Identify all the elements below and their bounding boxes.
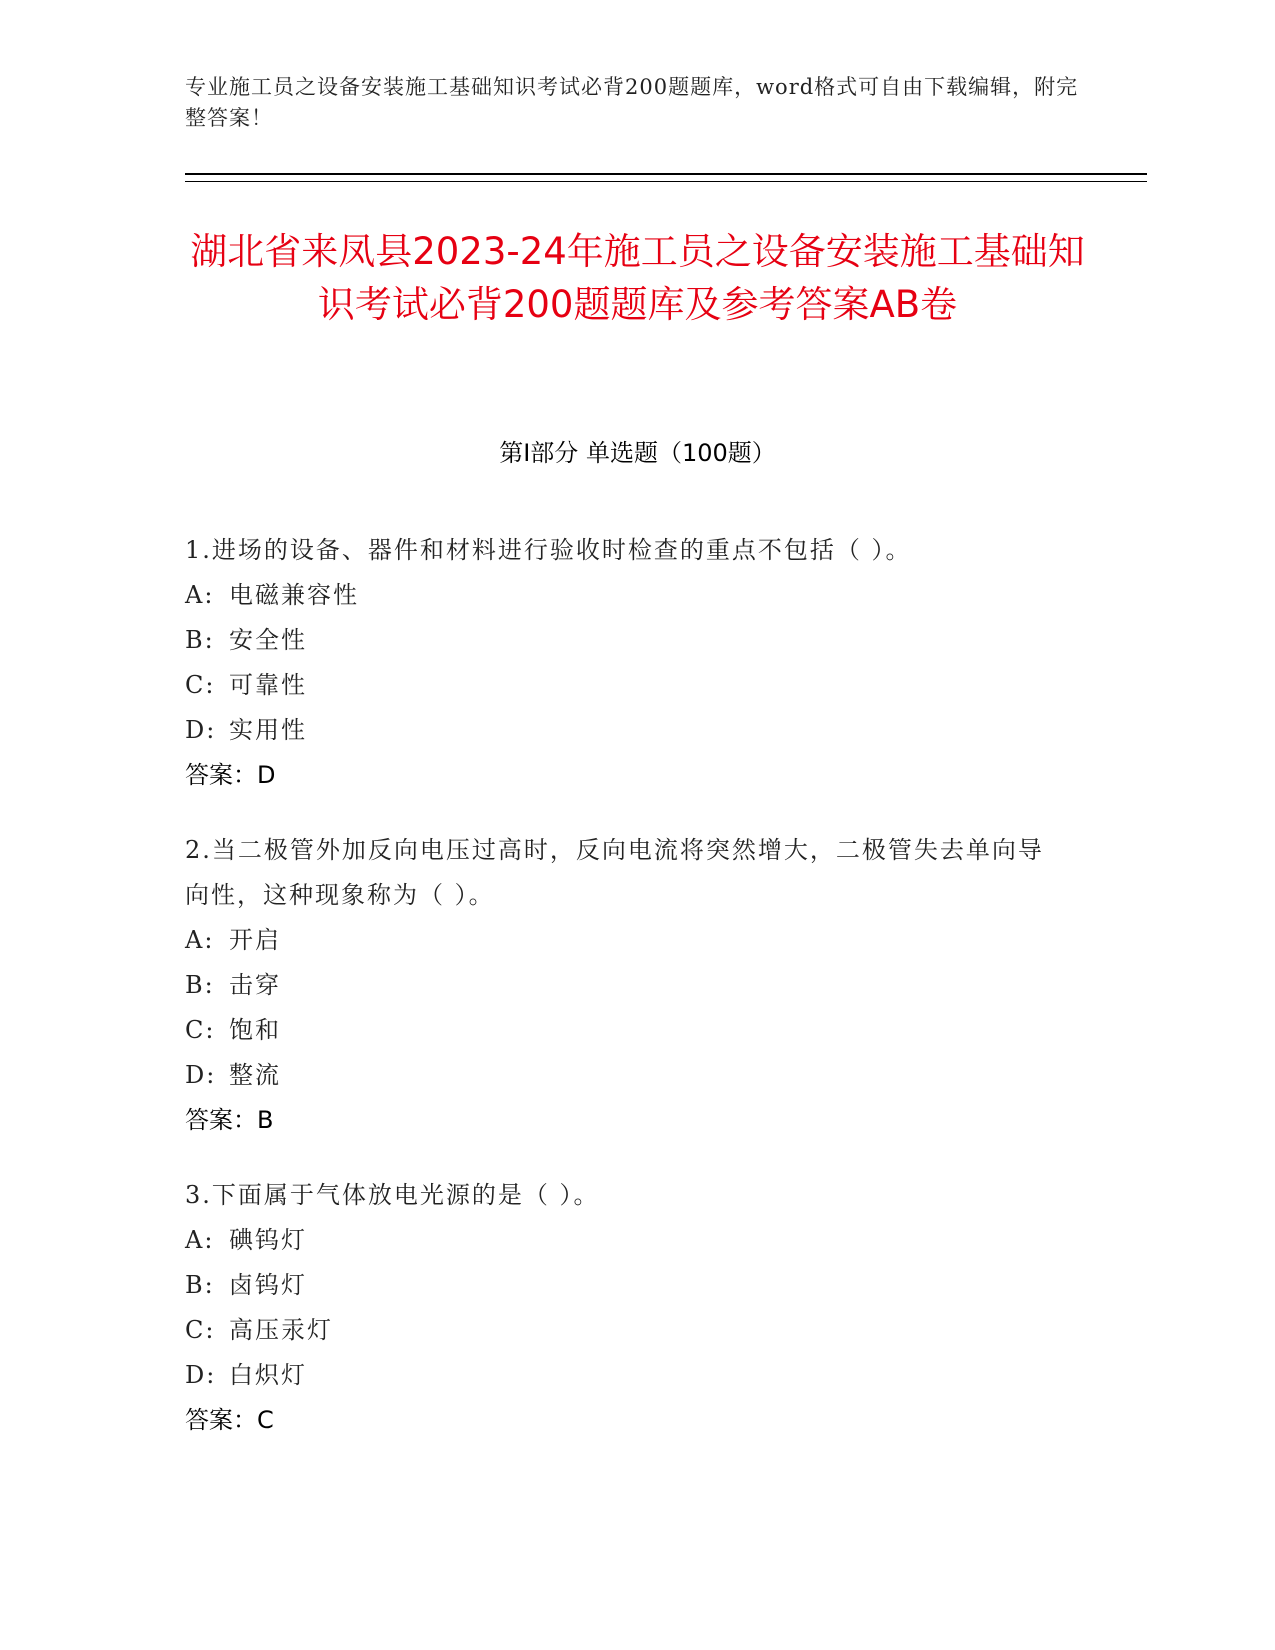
option-text: 碘钨灯	[229, 1226, 307, 1254]
option-text: 安全性	[229, 626, 307, 654]
option-text: 高压汞灯	[229, 1316, 333, 1344]
option-text: 可靠性	[229, 671, 307, 699]
option-letter: B:	[185, 971, 215, 999]
option-letter: D:	[185, 1061, 217, 1089]
question-stem: 1.进场的设备、器件和材料进行验收时检查的重点不包括（ ）。	[185, 536, 912, 564]
option-b	[185, 963, 1065, 1008]
option-text: 击穿	[229, 971, 281, 999]
option-text: 整流	[229, 1061, 281, 1089]
option-letter: C:	[185, 1316, 216, 1344]
option-letter: A:	[185, 926, 215, 954]
question-2	[185, 828, 1065, 1143]
header-note: 专业施工员之设备安装施工基础知识考试必背200题题库，word格式可自由下载编辑，附完整答案！	[185, 75, 1079, 130]
option-text: 卤钨灯	[229, 1271, 307, 1299]
option-b	[185, 618, 1065, 663]
option-text: 开启	[229, 926, 281, 954]
document-title: 湖北省来凤县2023-24年施工员之设备安装施工基础知识考试必背200题题库及参考答案AB卷	[190, 230, 1085, 326]
option-b	[185, 1263, 1065, 1308]
answer-line: 答案：C	[185, 1406, 274, 1434]
option-letter: C:	[185, 671, 216, 699]
option-d	[185, 1053, 1065, 1098]
option-letter: B:	[185, 1271, 215, 1299]
question-stem: 3.下面属于气体放电光源的是（ ）。	[185, 1181, 600, 1209]
option-letter: B:	[185, 626, 215, 654]
option-a	[185, 918, 1065, 963]
option-d	[185, 1353, 1065, 1398]
option-text: 饱和	[229, 1016, 281, 1044]
option-text: 实用性	[229, 716, 307, 744]
option-letter: A:	[185, 581, 215, 609]
option-a	[185, 1218, 1065, 1263]
question-1	[185, 528, 1065, 798]
question-3	[185, 1173, 1065, 1443]
option-letter: D:	[185, 716, 217, 744]
answer-line: 答案：B	[185, 1106, 274, 1134]
option-text: 电磁兼容性	[229, 581, 359, 609]
question-stem: 2.当二极管外加反向电压过高时，反向电流将突然增大，二极管失去单向导向性，这种现象称为（ ）。	[185, 836, 1044, 909]
answer-line: 答案：D	[185, 761, 276, 789]
question-list	[185, 528, 1065, 1473]
option-c	[185, 1008, 1065, 1053]
option-letter: A:	[185, 1226, 215, 1254]
option-c	[185, 1308, 1065, 1353]
option-a	[185, 573, 1065, 618]
header-rule-thin	[185, 181, 1147, 182]
option-text: 白炽灯	[229, 1361, 307, 1389]
option-c	[185, 663, 1065, 708]
option-letter: D:	[185, 1361, 217, 1389]
option-letter: C:	[185, 1016, 216, 1044]
option-d	[185, 708, 1065, 753]
header-rule-thick	[185, 173, 1147, 175]
section-title: 第Ⅰ部分 单选题（100题）	[499, 439, 776, 467]
